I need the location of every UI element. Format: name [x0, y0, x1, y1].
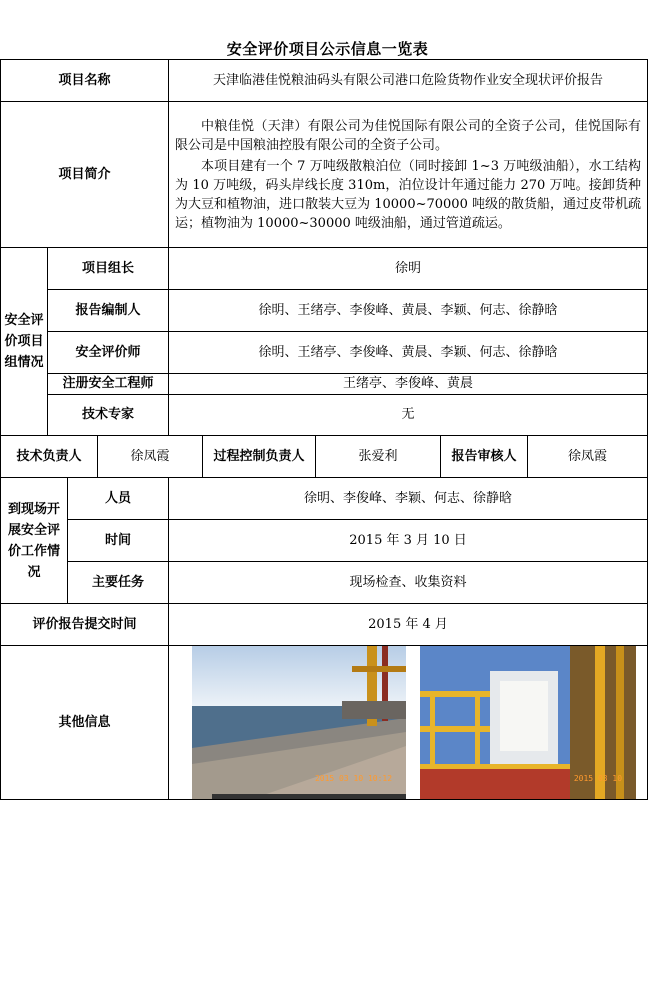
team-role-value: 徐明、王绪亭、李俊峰、黄晨、李颖、何志、徐静晗 — [169, 332, 648, 374]
info-table — [0, 59, 648, 800]
team-row — [1, 248, 648, 290]
team-role-label: 报告编制人 — [48, 290, 169, 332]
team-role-value: 徐明、王绪亭、李俊峰、黄晨、李颖、何志、徐静晗 — [169, 290, 648, 332]
team-row — [1, 374, 648, 395]
site-item-label: 时间 — [68, 520, 169, 562]
photo-timestamp: 2015 03 10 — [573, 774, 623, 783]
intro-label: 项目简介 — [1, 102, 169, 248]
project-name-value: 天津临港佳悦粮油码头有限公司港口危险货物作业安全现状评价报告 — [169, 60, 648, 102]
site-section-label: 到现场开展安全评价工作情况 — [1, 478, 68, 604]
team-role-label: 安全评价师 — [48, 332, 169, 374]
site-item-value: 2015 年 3 月 10 日 — [169, 520, 648, 562]
row-project-name — [1, 60, 648, 102]
tech-lead-value: 徐凤霞 — [98, 436, 203, 478]
process-lead-value: 张爱利 — [316, 436, 441, 478]
site-item-label: 主要任务 — [68, 562, 169, 604]
submit-value: 2015 年 4 月 — [169, 604, 648, 646]
site-row — [1, 520, 648, 562]
row-other — [1, 646, 648, 800]
team-role-value: 徐明 — [169, 248, 648, 290]
team-role-value: 王绪亭、李俊峰、黄晨 — [169, 374, 648, 395]
dock-photo — [192, 646, 406, 799]
team-role-value: 无 — [169, 395, 648, 436]
site-item-value: 现场检查、收集资料 — [169, 562, 648, 604]
team-row — [1, 290, 648, 332]
row-intro — [1, 102, 648, 248]
photo-timestamp: 2015 03 10 10:12 — [314, 774, 393, 783]
team-role-label: 技术专家 — [48, 395, 169, 436]
submit-label: 评价报告提交时间 — [1, 604, 169, 646]
team-row — [1, 395, 648, 436]
intro-text — [169, 102, 648, 248]
process-lead-label: 过程控制负责人 — [203, 436, 316, 478]
project-name-label: 项目名称 — [1, 60, 169, 102]
reviewer-value: 徐凤霞 — [528, 436, 648, 478]
team-row — [1, 332, 648, 374]
intro-paragraph-1: 中粮佳悦（天津）有限公司为佳悦国际有限公司的全资子公司，佳悦国际有限公司是中国粮油控股有限公司的全资子公司。 — [175, 118, 642, 153]
site-item-value: 徐明、李俊峰、李颖、何志、徐静晗 — [169, 478, 648, 520]
team-role-label: 注册安全工程师 — [48, 374, 169, 395]
team-section-label: 安全评价项目组情况 — [1, 248, 48, 436]
row-responsible — [1, 436, 648, 478]
photo-cell — [169, 646, 648, 800]
crane-photo — [420, 646, 636, 799]
intro-paragraph-2: 本项目建有一个 7 万吨级散粮泊位（同时接卸 1~3 万吨级油船），水工结构为 10 万吨级，码头岸线长度 310m，泊位设计年通过能力 270 万吨。接卸货种为大豆和植物油，进口散装大豆为 10000~70000 吨级的散货船，通过皮带机疏运；植物油为 10000~30000 吨级油船，通过管道疏运。 — [175, 158, 642, 231]
reviewer-label: 报告审核人 — [441, 436, 528, 478]
team-role-label: 项目组长 — [48, 248, 169, 290]
row-submit — [1, 604, 648, 646]
site-item-label: 人员 — [68, 478, 169, 520]
tech-lead-label: 技术负责人 — [1, 436, 98, 478]
site-row — [1, 478, 648, 520]
page-title: 安全评价项目公示信息一览表 — [226, 40, 429, 58]
site-row — [1, 562, 648, 604]
other-label: 其他信息 — [1, 646, 169, 800]
